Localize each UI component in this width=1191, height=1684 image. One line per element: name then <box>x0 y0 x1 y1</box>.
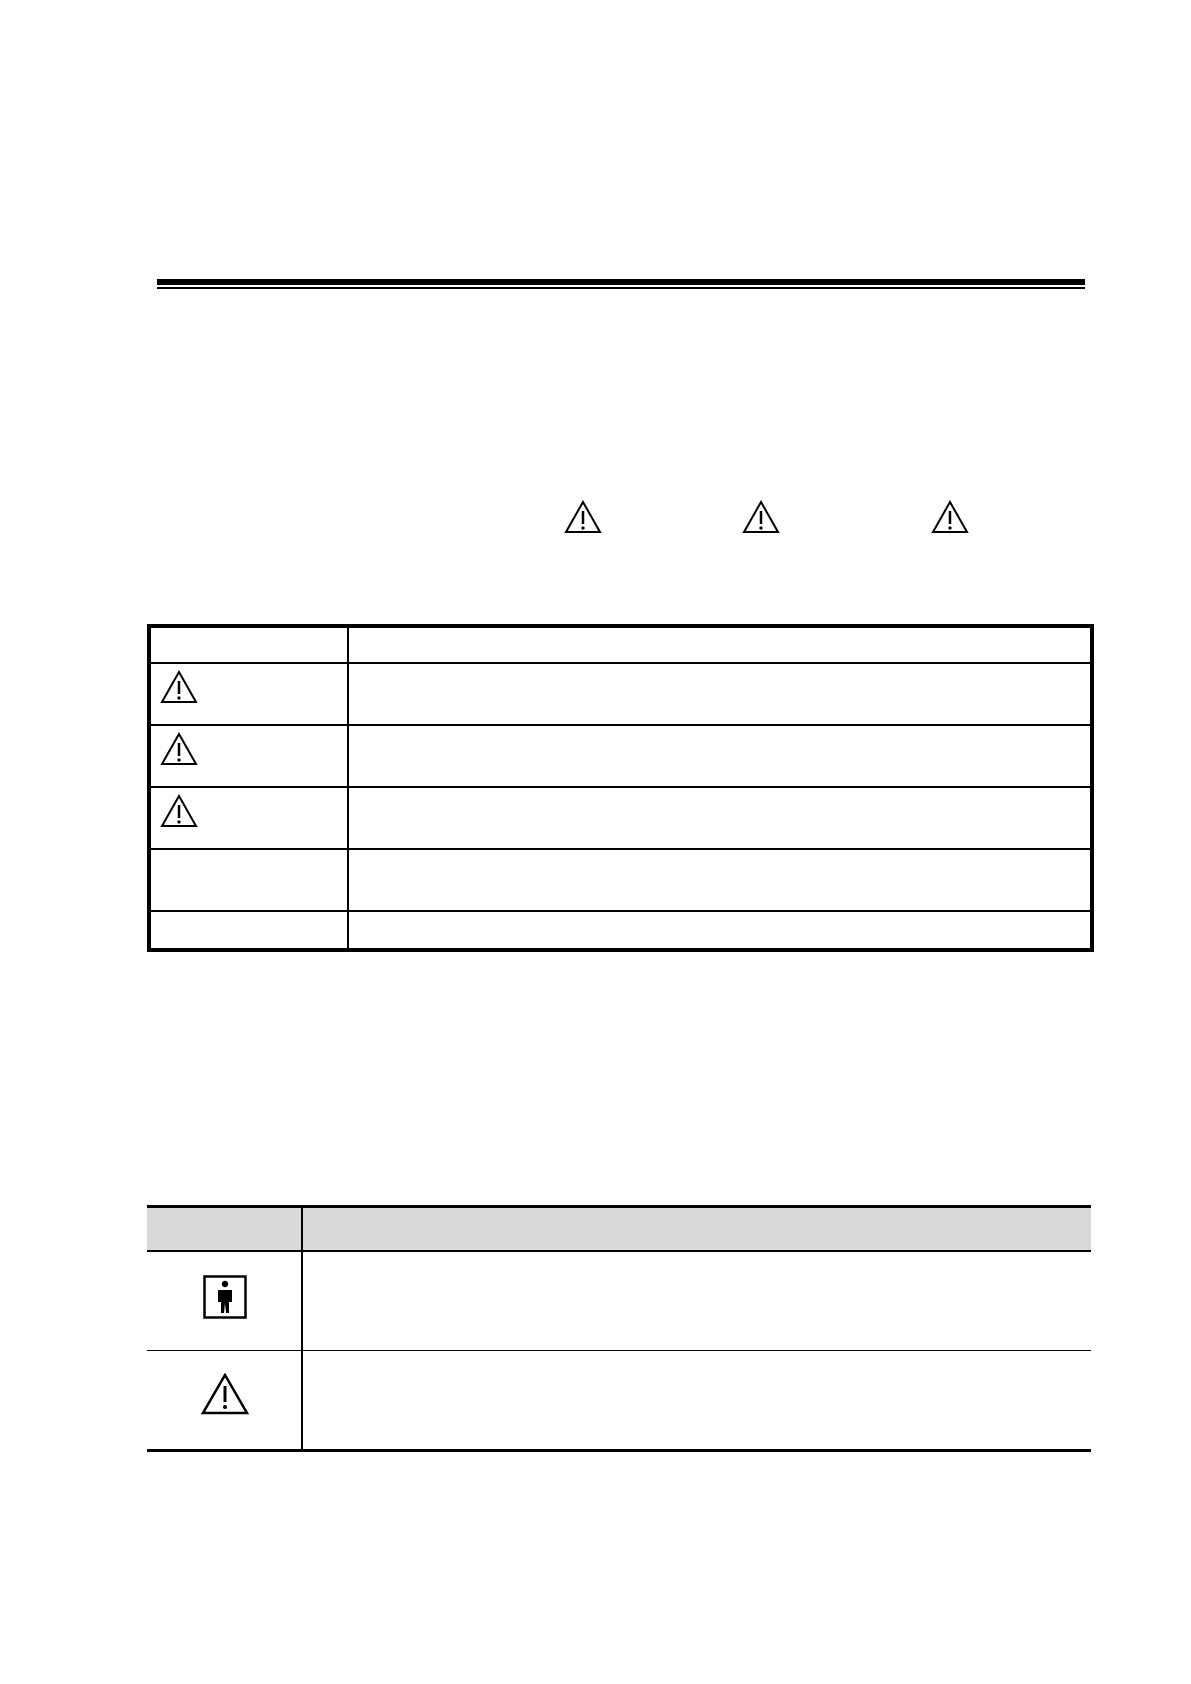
table-row-divider <box>151 910 1090 912</box>
table-column-divider <box>347 628 349 948</box>
warning-triangle-icon <box>160 794 198 828</box>
table-row-divider <box>151 724 1090 726</box>
table-row-divider <box>151 786 1090 788</box>
table-row-divider <box>151 662 1090 664</box>
table-row-divider <box>151 848 1090 850</box>
warning-triangle-icon <box>201 1373 249 1415</box>
warning-triangle-icon <box>160 732 198 766</box>
header-rule-thick <box>157 279 1085 285</box>
table-header-row <box>147 1208 1091 1250</box>
signal-words-table <box>147 624 1094 952</box>
table-bottom-rule <box>147 1449 1091 1452</box>
warning-triangle-icon <box>564 500 602 534</box>
warning-triangle-icon <box>742 500 780 534</box>
table-row-divider <box>147 1350 1091 1351</box>
symbols-table <box>147 1205 1091 1452</box>
table-column-divider <box>301 1208 303 1452</box>
warning-triangle-icon <box>160 670 198 704</box>
warning-triangle-icon <box>931 500 969 534</box>
type-bf-applied-part-icon <box>203 1275 247 1319</box>
header-rule-thin <box>157 287 1085 289</box>
table-header-rule <box>147 1250 1091 1252</box>
